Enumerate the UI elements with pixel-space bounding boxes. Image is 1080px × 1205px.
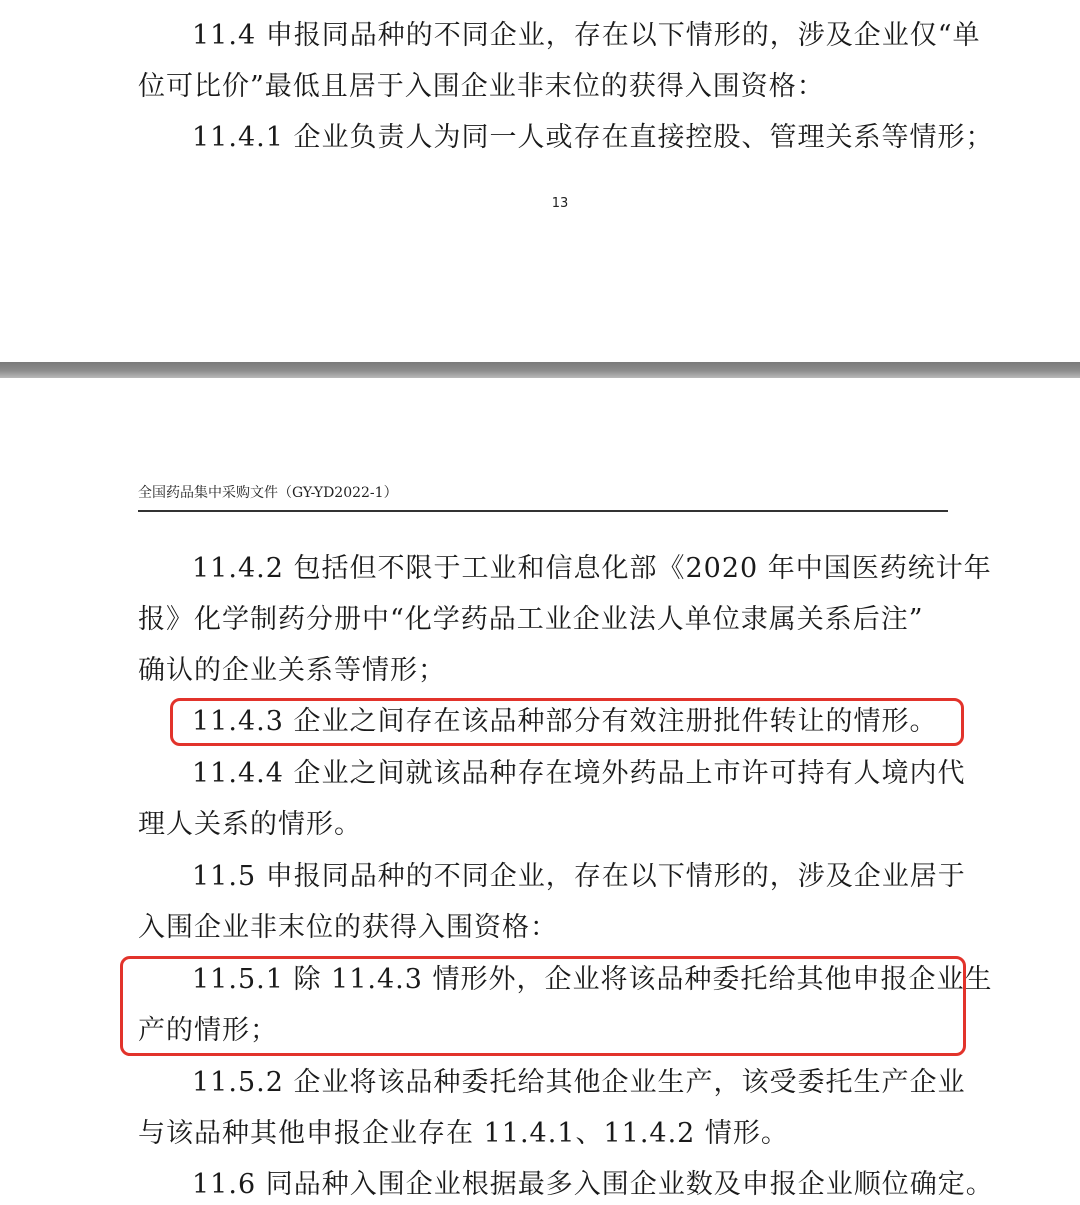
page-separator (0, 362, 1080, 378)
document-page-bottom (0, 378, 1080, 1205)
running-header: 全国药品集中采购文件（GY-YD2022-1） (138, 485, 398, 501)
highlight-box-11-4-3 (170, 698, 964, 746)
paragraph-line: 11.4 申报同品种的不同企业，存在以下情形的，涉及企业仅“单 (192, 20, 981, 51)
paragraph-line: 11.4.4 企业之间就该品种存在境外药品上市许可持有人境内代 (192, 758, 966, 789)
paragraph-line: 产的情形； (138, 1015, 278, 1046)
paragraph-line: 理人关系的情形。 (138, 809, 362, 840)
paragraph-line: 11.4.3 企业之间存在该品种部分有效注册批件转让的情形。 (192, 706, 938, 737)
paragraph-line: 11.5.1 除 11.4.3 情形外，企业将该品种委托给其他申报企业生 (192, 964, 993, 995)
paragraph-line: 11.6 同品种入围企业根据最多入围企业数及申报企业顺位确定。 (192, 1169, 994, 1200)
highlight-box-11-5-1 (120, 956, 966, 1056)
paragraph-line: 入围企业非末位的获得入围资格： (138, 912, 558, 943)
paragraph-line: 与该品种其他申报企业存在 11.4.1、11.4.2 情形。 (138, 1118, 789, 1149)
paragraph-line: 确认的企业关系等情形； (138, 655, 446, 686)
paragraph-line: 11.4.1 企业负责人为同一人或存在直接控股、管理关系等情形； (192, 122, 994, 153)
document-page-top (0, 0, 1080, 362)
paragraph-line: 报》化学制药分册中“化学药品工业企业法人单位隶属关系后注” (138, 604, 924, 635)
page-number: 13 (551, 196, 569, 211)
paragraph-line: 位可比价”最低且居于入围企业非末位的获得入围资格： (138, 71, 825, 102)
paragraph-line: 11.5 申报同品种的不同企业，存在以下情形的，涉及企业居于 (192, 861, 966, 892)
paragraph-line: 11.4.2 包括但不限于工业和信息化部《2020 年中国医药统计年 (192, 553, 992, 584)
paragraph-line: 11.5.2 企业将该品种委托给其他企业生产，该受委托生产企业 (192, 1067, 966, 1098)
header-rule (138, 510, 948, 512)
